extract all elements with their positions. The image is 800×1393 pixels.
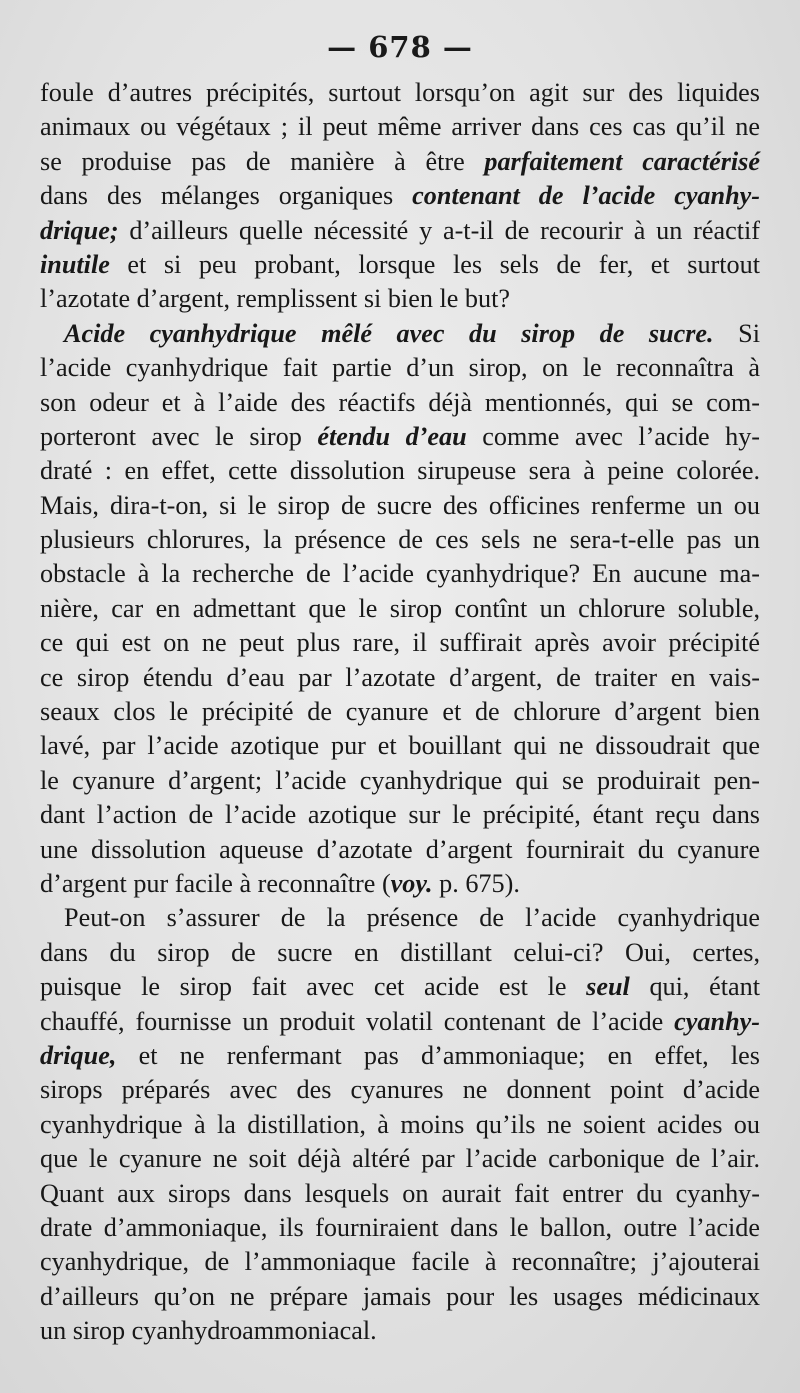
- text-run: dans des mélanges organiques: [40, 181, 413, 211]
- text-run: nière, car en admettant que le sirop contînt un chlorure soluble,: [40, 593, 760, 623]
- text-line: [40, 661, 760, 695]
- text-line: [40, 1108, 760, 1142]
- text-line: [40, 1005, 760, 1039]
- text-run: foule d’autres précipités, surtout lorsqu’on agit sur des liquides: [40, 78, 760, 107]
- text-run: l’azotate d’argent, remplissent si bien le but?: [40, 284, 511, 314]
- italic-run: étendu d’eau: [317, 421, 467, 451]
- text-line: [40, 592, 760, 626]
- italic-run: drique,: [40, 1040, 117, 1070]
- text-run: se produise pas de manière à être: [40, 146, 485, 176]
- text-line: [40, 970, 760, 1004]
- text-run: une dissolution aqueuse d’azotate d’argent fournirait du cyanure: [40, 834, 760, 864]
- text-line: [40, 317, 760, 351]
- text-run: drate d’ammoniaque, ils fourniraient dans le ballon, outre l’acide: [40, 1212, 760, 1242]
- italic-run: seul: [586, 972, 630, 1002]
- page-number: — 678 —: [327, 30, 473, 64]
- italic-run: drique;: [40, 215, 119, 245]
- text-line: [40, 833, 760, 867]
- text-line: [40, 179, 760, 213]
- text-run: Mais, dira-t-on, si le sirop de sucre des officines renferme un ou: [40, 490, 760, 520]
- text-run: obstacle à la recherche de l’acide cyanhydrique? En aucune ma-: [40, 559, 760, 589]
- text-run: cyanhydrique à la distillation, à moins qu’ils ne soient acides ou: [40, 1109, 760, 1139]
- text-line: [40, 214, 760, 248]
- text-run: qui, étant: [629, 972, 760, 1002]
- text-line: [40, 1142, 760, 1176]
- text-run: Si: [713, 318, 760, 348]
- text-run: plusieurs chlorures, la présence de ces sels ne sera-t-elle pas un: [40, 525, 760, 555]
- text-line: [40, 729, 760, 763]
- text-run: le cyanure d’argent; l’acide cyanhydrique qui se produirait pen-: [40, 765, 760, 795]
- text-line: [40, 1039, 760, 1073]
- text-run: porteront avec le sirop: [40, 421, 318, 451]
- text-run: et si peu probant, lorsque les sels de fer, et surtout: [109, 249, 760, 279]
- text-line: [40, 626, 760, 660]
- text-run: Quant aux sirops dans lesquels on aurait fait entrer du cyanhy-: [40, 1178, 760, 1208]
- text-run: l’acide cyanhydrique fait partie d’un sirop, on le reconnaîtra à: [40, 353, 760, 383]
- text-run: p. 675).: [432, 868, 520, 898]
- text-run: que le cyanure ne soit déjà altéré par l’acide carbonique de l’air.: [40, 1144, 760, 1174]
- italic-run: parfaitement caractérisé: [484, 146, 760, 176]
- text-line: [40, 764, 760, 798]
- text-line: [40, 1177, 760, 1211]
- text-line: [40, 936, 760, 970]
- text-run: seaux clos le précipité de cyanure et de chlorure d’argent bien: [40, 697, 760, 727]
- text-run: animaux ou végétaux ; il peut même arriver dans ces cas qu’il ne: [40, 112, 760, 142]
- text-line: [40, 248, 760, 282]
- text-line: [40, 1211, 760, 1245]
- text-run: chauffé, fournisse un produit volatil contenant de l’acide: [40, 1006, 675, 1036]
- italic-run: inutile: [40, 249, 110, 279]
- italic-run: contenant de l’acide cyanhy-: [412, 181, 761, 211]
- text-line: [40, 1245, 760, 1279]
- text-line: [40, 420, 760, 454]
- text-run: un sirop cyanhydroammoniacal.: [40, 1316, 377, 1346]
- text-line: [40, 145, 760, 179]
- text-line: [40, 282, 760, 316]
- italic-run: cyanhy-: [674, 1006, 760, 1036]
- text-run: ce sirop étendu d’eau par l’azotate d’argent, de traiter en vais-: [40, 662, 760, 692]
- text-run: d’ailleurs quelle nécessité y a-t-il de recourir à un réactif: [118, 215, 760, 245]
- body-text: [40, 76, 760, 1348]
- text-run: dant l’action de l’acide azotique sur le précipité, étant reçu dans: [40, 800, 760, 830]
- italic-run: voy.: [390, 868, 433, 898]
- italic-run: Acide cyanhydrique mêlé avec du sirop de sucre.: [64, 318, 714, 348]
- text-line: [40, 110, 760, 144]
- text-run: lavé, par l’acide azotique pur et bouillant qui ne dissoudrait que: [40, 731, 760, 761]
- text-line: [40, 798, 760, 832]
- text-run: d’argent pur facile à reconnaître (: [40, 868, 391, 898]
- text-run: dans du sirop de sucre en distillant celui-ci? Oui, certes,: [40, 937, 760, 967]
- text-line: [40, 867, 760, 901]
- text-run: Peut-on s’assurer de la présence de l’acide cyanhydrique: [64, 903, 760, 933]
- text-run: draté : en effet, cette dissolution sirupeuse sera à peine colorée.: [40, 456, 760, 486]
- text-line: [40, 1073, 760, 1107]
- text-line: [40, 351, 760, 385]
- text-line: [40, 1314, 760, 1348]
- text-line: [40, 489, 760, 523]
- text-run: sirops préparés avec des cyanures ne donnent point d’acide: [40, 1075, 760, 1105]
- text-line: [40, 1280, 760, 1314]
- text-run: comme avec l’acide hy-: [466, 421, 761, 451]
- text-line: [40, 523, 760, 557]
- text-run: et ne renfermant pas d’ammoniaque; en effet, les: [116, 1040, 760, 1070]
- text-run: ce qui est on ne peut plus rare, il suffirait après avoir précipité: [40, 628, 760, 658]
- text-line: [40, 76, 760, 110]
- text-line: [40, 386, 760, 420]
- text-line: [40, 901, 760, 935]
- text-run: cyanhydrique, de l’ammoniaque facile à reconnaître; j’ajouterai: [40, 1247, 760, 1277]
- text-run: d’ailleurs qu’on ne prépare jamais pour les usages médicinaux: [40, 1281, 760, 1311]
- text-run: son odeur et à l’aide des réactifs déjà mentionnés, qui se com-: [40, 387, 760, 417]
- text-line: [40, 695, 760, 729]
- text-line: [40, 454, 760, 488]
- text-run: puisque le sirop fait avec cet acide est le: [40, 972, 587, 1002]
- text-line: [40, 557, 760, 591]
